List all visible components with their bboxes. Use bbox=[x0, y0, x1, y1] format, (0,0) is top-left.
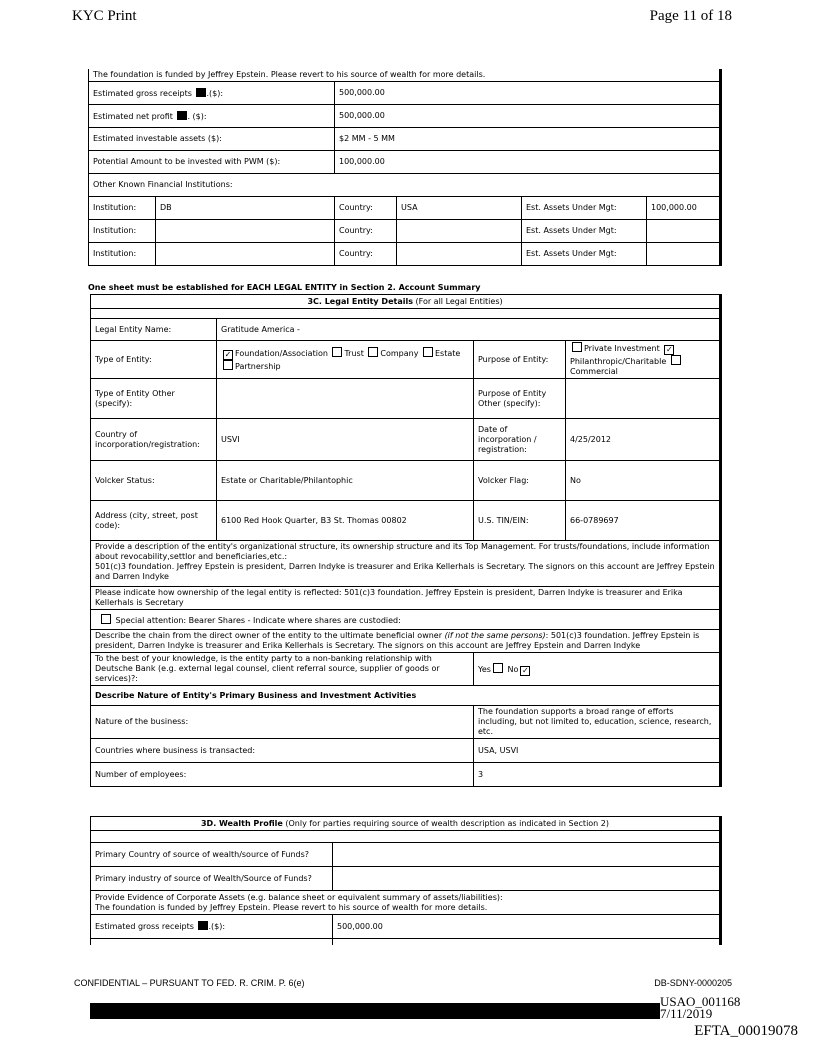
country-label: Country: bbox=[335, 197, 397, 220]
entity-type-options bbox=[217, 341, 474, 379]
trust-label: Trust bbox=[344, 349, 364, 358]
partnership-checkbox[interactable] bbox=[223, 360, 233, 370]
purpose-other-value bbox=[566, 379, 721, 419]
entity-name-value: Gratitude America - bbox=[217, 319, 721, 341]
db-relationship-question: To the best of your knowledge, is the entity party to a non-banking relationship with Deutsche Bank (e.g. external legal counsel, client referral source, supplier of goods or services)?: bbox=[91, 653, 474, 686]
wealth-gross-label-suffix: .($): bbox=[208, 922, 226, 931]
institution-label: Institution: bbox=[89, 243, 156, 266]
net-profit-label bbox=[89, 105, 335, 128]
header-title: KYC Print bbox=[72, 8, 137, 24]
tin-label: U.S. TIN/EIN: bbox=[474, 501, 566, 541]
volcker-status-value: Estate or Charitable/Philantophic bbox=[217, 461, 474, 501]
countries-value: USA, USVI bbox=[474, 739, 721, 763]
no-checkbox[interactable]: ✓ bbox=[522, 665, 529, 675]
wealth-funding-note: The foundation is funded by Jeffrey Epstein. Please revert to his source of wealth for more details. bbox=[95, 902, 488, 912]
country-label: Country: bbox=[335, 243, 397, 266]
section-3d-header bbox=[91, 817, 721, 831]
section-3c-title: 3C. Legal Entity Details bbox=[307, 296, 413, 306]
other-fi-label: Other Known Financial Institutions: bbox=[89, 174, 721, 197]
wealth-gross-label bbox=[91, 915, 333, 939]
chain-answer: 501(c)3 foundation. Jeffrey Epstein is president, Darren Indyke is treasurer and Erika Kellerhals is Secretary. The signors on this account are Jeffrey Epstein and Darren Indyke bbox=[95, 631, 700, 650]
gross-receipts-label-suffix: .($): bbox=[206, 88, 224, 98]
funding-note: The foundation is funded by Jeffrey Epstein. Please revert to his source of wealth for more details. bbox=[89, 69, 721, 82]
country-value: USA bbox=[397, 197, 522, 220]
entity-type-label: Type of Entity: bbox=[91, 341, 217, 379]
usao-stamp bbox=[660, 996, 740, 1020]
philanthropic-checkbox[interactable]: ✓ bbox=[665, 345, 673, 354]
entity-name-label: Legal Entity Name: bbox=[91, 319, 217, 341]
countries-label: Countries where business is transacted: bbox=[91, 739, 474, 763]
net-profit-value: 500,000.00 bbox=[335, 105, 721, 128]
date-incorporation-value: 4/25/2012 bbox=[566, 419, 721, 461]
address-value: 6100 Red Hook Quarter, B3 St. Thomas 00802 bbox=[217, 501, 474, 541]
company-label: Company bbox=[380, 349, 419, 358]
institution-label: Institution: bbox=[89, 220, 156, 243]
redaction-block bbox=[198, 921, 208, 930]
investable-assets-value: $2 MM - 5 MM bbox=[335, 128, 721, 151]
net-profit-label-text: Estimated net profit bbox=[93, 111, 173, 121]
no-label: No bbox=[507, 664, 519, 674]
private-investment-label: Private Investment bbox=[584, 344, 660, 353]
volcker-status-label: Volcker Status: bbox=[91, 461, 217, 501]
volcker-flag-value: No bbox=[566, 461, 721, 501]
country-value bbox=[397, 243, 522, 266]
wealth-profile-table bbox=[90, 816, 722, 945]
foundation-checkbox[interactable]: ✓ bbox=[224, 350, 232, 359]
pwm-amount-value: 100,000.00 bbox=[335, 151, 721, 174]
description-prompt: Provide a description of the entity's organizational structure, its ownership structure and its Top Management. For trusts/foundations, include information about revocability,settlor and beneficiaries,etc.: bbox=[95, 542, 710, 561]
business-heading: Describe Nature of Entity's Primary Business and Investment Activities bbox=[91, 686, 721, 706]
employees-label: Number of employees: bbox=[91, 763, 474, 787]
estate-checkbox[interactable] bbox=[423, 347, 433, 357]
wealth-country-value bbox=[333, 843, 721, 867]
wealth-industry-label: Primary industry of source of Wealth/Source of Funds? bbox=[91, 867, 333, 891]
institution-value: DB bbox=[156, 197, 335, 220]
institution-row bbox=[89, 243, 721, 266]
country-incorporation-label: Country of incorporation/registration: bbox=[91, 419, 217, 461]
db-relationship-answer bbox=[474, 653, 721, 686]
pwm-amount-label: Potential Amount to be invested with PWM ($): bbox=[89, 151, 335, 174]
legal-entity-table: 3C. Legal Entity Details (For all Legal Entities) Legal Entity Name: Gratitude America - Type of Entity: ✓ Foundation/Association Trust Company Estate Partnership Purpose of Entity: Private Investment ✓ Philanthropic/Charitable Commercial Type of Entity Other (specify): Purpose of Entity Other (specify): Country of incorporation/registration: USVI Date of incorporation / registration: 4/25/2012 Volcker Status: Estate or Charitable/Philantophic Volcker Flag: No Address (city, street, post code): 6100 Red Hook Quarter, B3 St. Thomas 00802 U.S. TIN/EIN: 66-0789697 Provide a description of the entity's organizational structure, its ownership structure and its Top Management. For trusts/foundations, include information about revocability,settlor and beneficiaries,etc.: 501(c)3 foundation. Jeffrey Epstein is president, Darren Indyke is treasurer and Erika Kellerhals is Secretary. The signors on this account are Jeffrey Epstein and Darren Indyke Please indicate how ownership of the legal entity is reflected: 501(c)3 foundation. Jeffrey Epstein is president, Darren Indyke is treasurer and Erika Kellerhals is Secretary Special attention: Bearer Shares - Indicate where shares are custodied: Describe the chain from the direct owner of the entity to the ultimate beneficial owner (if not the same persons): 501(c)3 foundation. Jeffrey Epstein is president, Darren Indyke is treasurer and Erika Kellerhals is Secretary. The signors on this account are Jeffrey Epstein and Darren Indyke To the best of your knowledge, is the entity party to a non-banking relationship with Deutsche Bank (e.g. external legal counsel, client referral source, supplier of goods or services)?: Yes No ✓ Describe Nature of Entity's Primary Business and Investment Activities Nature of the business: The foundation supports a broad range of efforts including, but not limited to, education, science, research, etc. Countries where business is transacted: USA, USVI Number of employees: 3 bbox=[90, 294, 722, 787]
bearer-shares-label: Special attention: Bearer Shares - Indicate where shares are custodied: bbox=[115, 615, 401, 625]
net-profit-label-suffix: . ($): bbox=[187, 111, 207, 121]
chain-prompt-italic: (if not the same persons) bbox=[444, 631, 546, 640]
address-label: Address (city, street, post code): bbox=[91, 501, 217, 541]
assets-label: Est. Assets Under Mgt: bbox=[522, 220, 647, 243]
institution-value bbox=[156, 220, 335, 243]
nature-value: The foundation supports a broad range of efforts including, but not limited to, education, science, research, etc. bbox=[474, 706, 721, 739]
ownership-prompt: Please indicate how ownership of the legal entity is reflected: bbox=[95, 588, 342, 597]
assets-value: 100,000.00 bbox=[647, 197, 721, 220]
institution-label: Institution: bbox=[89, 197, 156, 220]
volcker-flag-label: Volcker Flag: bbox=[474, 461, 566, 501]
page-number: Page 11 of 18 bbox=[649, 8, 732, 24]
yes-checkbox[interactable] bbox=[493, 663, 503, 673]
efta-number: EFTA_00019078 bbox=[694, 1023, 798, 1039]
chain-prompt: Describe the chain from the direct owner of the entity to the ultimate beneficial owner bbox=[95, 631, 443, 640]
trust-checkbox[interactable] bbox=[332, 347, 342, 357]
private-investment-checkbox[interactable] bbox=[572, 342, 582, 352]
usao-date: 7/11/2019 bbox=[660, 1006, 713, 1021]
commercial-checkbox[interactable] bbox=[671, 355, 681, 365]
purpose-options bbox=[566, 341, 721, 379]
redaction-bar bbox=[90, 1003, 660, 1019]
purpose-other-label: Purpose of Entity Other (specify): bbox=[474, 379, 566, 419]
entity-type-other-value bbox=[217, 379, 474, 419]
wealth-industry-value bbox=[333, 867, 721, 891]
date-incorporation-label: Date of incorporation / registration: bbox=[474, 419, 566, 461]
bates-number: DB-SDNY-0000205 bbox=[654, 978, 732, 988]
assets-label: Est. Assets Under Mgt: bbox=[522, 243, 647, 266]
assets-value bbox=[647, 220, 721, 243]
bearer-shares-checkbox[interactable] bbox=[101, 614, 111, 624]
estate-label: Estate bbox=[434, 349, 461, 358]
description-answer: 501(c)3 foundation. Jeffrey Epstein is president, Darren Indyke is treasurer and Erika Kellerhals is Secretary. The signors on this account are Jeffrey Epstein and Darren Indyke bbox=[95, 562, 715, 581]
investable-assets-label: Estimated investable assets ($): bbox=[89, 128, 335, 151]
financial-profile-table bbox=[88, 69, 722, 266]
country-incorporation-value: USVI bbox=[217, 419, 474, 461]
tin-value: 66-0789697 bbox=[566, 501, 721, 541]
wealth-gross-label-text: Estimated gross receipts bbox=[95, 922, 194, 931]
gross-receipts-label bbox=[89, 82, 335, 105]
partnership-label: Partnership bbox=[235, 362, 281, 371]
redaction-block bbox=[177, 111, 187, 120]
foundation-label: Foundation/Association bbox=[235, 349, 328, 358]
confidentiality-notice: CONFIDENTIAL – PURSUANT TO FED. R. CRIM. P. 6(e) bbox=[74, 978, 305, 988]
institution-row bbox=[89, 197, 721, 220]
purpose-label: Purpose of Entity: bbox=[474, 341, 566, 379]
commercial-label: Commercial bbox=[570, 367, 618, 376]
institution-row bbox=[89, 220, 721, 243]
company-checkbox[interactable] bbox=[368, 347, 378, 357]
section-3c-subtitle: (For all Legal Entities) bbox=[415, 296, 503, 306]
section-3d-subtitle: (Only for parties requiring source of wealth description as indicated in Section 2) bbox=[285, 818, 610, 828]
section-3c-header bbox=[91, 295, 721, 309]
assets-label: Est. Assets Under Mgt: bbox=[522, 197, 647, 220]
entity-type-other-label: Type of Entity Other (specify): bbox=[91, 379, 217, 419]
employees-value: 3 bbox=[474, 763, 721, 787]
ownership-answer: 501(c)3 foundation. Jeffrey Epstein is president, Darren Indyke is treasurer and Erika Kellerhals is Secretary bbox=[95, 588, 683, 607]
usao-number: USAO_001168 bbox=[660, 994, 741, 1009]
entity-sheet-banner: One sheet must be established for EACH LEGAL ENTITY in Section 2. Account Summary bbox=[88, 283, 481, 292]
country-label: Country: bbox=[335, 220, 397, 243]
redaction-block bbox=[196, 88, 206, 97]
gross-receipts-value: 500,000.00 bbox=[335, 82, 721, 105]
evidence-label: Provide Evidence of Corporate Assets (e.g. balance sheet or equivalent summary of assets/liabilities): bbox=[95, 892, 503, 902]
nature-label: Nature of the business: bbox=[91, 706, 474, 739]
philanthropic-label: Philanthropic/Charitable bbox=[570, 357, 667, 366]
wealth-country-label: Primary Country of source of wealth/source of Funds? bbox=[91, 843, 333, 867]
section-3d-title: 3D. Wealth Profile bbox=[200, 818, 283, 828]
gross-receipts-label-text: Estimated gross receipts bbox=[93, 88, 192, 98]
institution-value bbox=[156, 243, 335, 266]
assets-value bbox=[647, 243, 721, 266]
wealth-gross-value: 500,000.00 bbox=[333, 915, 721, 939]
yes-label: Yes bbox=[478, 664, 491, 674]
country-value bbox=[397, 220, 522, 243]
